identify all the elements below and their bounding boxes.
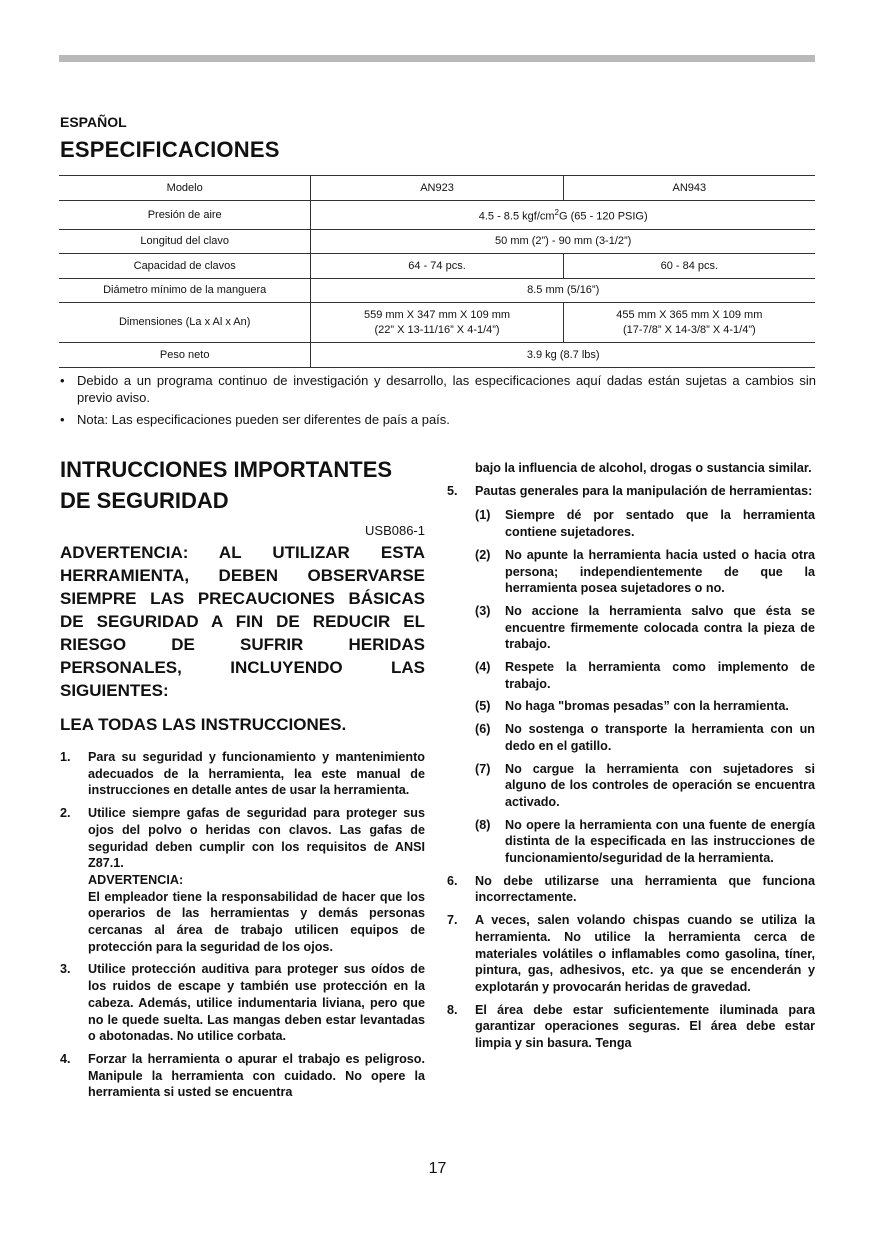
sub-list-item: (1) Siempre dé por sentado que la herramienta contiene sujetadores. [475, 508, 815, 540]
table-cell: 60 - 84 pcs. [563, 254, 815, 279]
row-label: Diámetro mínimo de la manguera [59, 279, 311, 303]
language-label: ESPAÑOL [60, 114, 127, 130]
item-warning-label: ADVERTENCIA: [88, 872, 184, 887]
sub-list-item: (8) No opere la herramienta con una fuente de energía distinta de la especificada en las instrucciones de funcionamiento/seguridad de la herramienta. [475, 817, 815, 866]
table-row [59, 176, 815, 201]
row-label: Capacidad de clavos [59, 254, 311, 279]
table-cell: 455 mm X 365 mm X 109 mm (17-7/8” X 14-3/8” X 4-1/4”) [563, 303, 815, 343]
page-number: 17 [428, 1160, 447, 1177]
note-item: • Debido a un programa continuo de investigación y desarrollo, las especificaciones aquí dadas están sujetas a cambios sin previo aviso. [60, 372, 816, 406]
table-row [59, 303, 815, 343]
row-label: Dimensiones (La x Al x An) [59, 303, 311, 343]
table-cell: 4.5 - 8.5 kgf/$cm^2G$ (65 - 120 PSIG) [311, 201, 815, 230]
table-cell: 559 mm X 347 mm X 109 mm (22” X 13-11/16” X 4-1/4”) [311, 303, 563, 343]
table-cell: 3.9 kg (8.7 lbs) [311, 343, 815, 368]
safety-heading: INTRUCCIONES IMPORTANTES DE SEGURIDAD [60, 457, 393, 513]
spec-notes [60, 372, 816, 433]
specifications-table [59, 175, 815, 368]
list-item: 3. Utilice protección auditiva para proteger sus oídos de los ruidos de escape y también use protección en la cabeza. Además, utilice indumentaria liviana, pero que no le quede suelta. Las mangas deben estar levantadas o abotonadas. No utilice corbata. [60, 962, 425, 1044]
list-item-continuation: bajo la influencia de alcohol, drogas o sustancia similar. [475, 461, 812, 475]
read-all-heading: LEA TODAS LAS INSTRUCCIONES. [60, 715, 347, 734]
sub-list-item: (5) No haga "bromas pesadas” con la herramienta. [475, 699, 789, 714]
left-column [60, 454, 425, 1107]
sub-list [475, 507, 815, 866]
note-item: • Nota: Las especificaciones pueden ser diferentes de país a país. [60, 411, 816, 428]
sub-list-item: (7) No cargue la herramienta con sujetadores si alguno de los controles de operación se encuentra activado. [475, 761, 815, 809]
table-cell: 8.5 mm (5/16”) [311, 279, 815, 303]
general-warning: ADVERTENCIA: AL UTILIZAR ESTA HERRAMIENTA, DEBEN OBSERVARSE SIEMPRE LAS PRECAUCIONES BÁSICAS DE SEGURIDAD A FIN DE REDUCIR EL RIESGO DE SUFRIR HERIDAS PERSONALES, INCLUYENDO LAS SIGUIENTES: [60, 543, 425, 700]
sub-list-item: (2) No apunte la herramienta hacia usted o hacia otra persona; independientemente de que la herramienta posea sujetadores o no. [475, 547, 815, 596]
table-row [59, 279, 815, 303]
list-item: 4. Forzar la herramienta o apurar el trabajo es peligroso. Manipule la herramienta con cuidado. No opere la herramienta si usted se encuentra [60, 1051, 425, 1100]
table-cell: 50 mm (2”) - 90 mm (3-1/2”) [311, 230, 815, 254]
safety-list [60, 749, 425, 1101]
table-row [59, 254, 815, 279]
table-cell: 64 - 74 pcs. [311, 254, 563, 279]
sub-list-item: (3) No accione la herramienta salvo que ésta se encuentre firmemente colocada contra la pieza de trabajo. [475, 603, 815, 652]
item-warning-text: El empleador tiene la responsabilidad de hacer que los operarios de las herramientas y demás personas cercanas al área de trabajo utilicen equipos de protección para la seguridad de los ojos. [88, 889, 425, 954]
list-item: 5. Pautas generales para la manipulación de herramientas: (1) Siempre dé por sentado que la herramienta contiene sujetadores. (2) No apunte la herramienta hacia usted o hacia otra persona; independientemente de que la herramienta posea sujetadores o no. (3) No accione la herramienta salvo que ésta se encuentre firmemente colocada contra la pieza de trabajo. (4) Respete la herramienta como implemento de trabajo. (5) No haga "bromas pesadas” con la herramienta. (6) No sostenga o transporte la herramienta con un dedo en el gatillo. (7) No cargue la herramienta con sujetadores si alguno de los controles de operación se encuentra activado. (8) No opere la herramienta con una fuente de energía distinta de la especificada en las instrucciones de funcionamiento/seguridad de la herramienta. [447, 483, 815, 866]
table-row [59, 343, 815, 368]
right-column [447, 460, 815, 1058]
list-item: 6. No debe utilizarse una herramienta que funciona incorrectamente. [447, 873, 815, 905]
table-row [59, 201, 815, 230]
table-row [59, 230, 815, 254]
sub-list-item: (4) Respete la herramienta como implemento de trabajo. [475, 660, 815, 691]
safety-list-continued [447, 483, 815, 1052]
table-header-cell: Modelo [59, 176, 311, 201]
table-header-cell: AN943 [563, 176, 815, 201]
row-label: Presión de aire [59, 201, 311, 230]
document-code: USB086-1 [365, 523, 425, 538]
specifications-heading: ESPECIFICACIONES [60, 137, 280, 162]
sub-list-item: (6) No sostenga o transporte la herramienta con un dedo en el gatillo. [475, 722, 815, 753]
list-item: 8. El área debe estar suficientemente iluminada para garantizar operaciones seguras. El área debe estar limpia y sin basura. Tenga [447, 1002, 815, 1051]
list-item: 7. A veces, salen volando chispas cuando se utiliza la herramienta. No utilice la herramienta cerca de materiales volátiles o inflamables como gasolina, tíner, pintura, gas, adhesivos, etc. ya que se encenderán y explotarán y provocarán heridas de gravedad. [447, 913, 815, 994]
row-label: Peso neto [59, 343, 311, 368]
header-rule [59, 55, 815, 62]
list-item: 2. Utilice siempre gafas de seguridad para proteger sus ojos del polvo o heridas con clavos. Las gafas de seguridad deben cumplir con los requisitos de ANSI Z87.1. ADVERTENCIA: El empleador tiene la responsabilidad de hacer que los operarios de las herramientas y demás personas cercanas al área de trabajo utilicen equipos de protección para la seguridad de los ojos. [60, 806, 425, 954]
list-item: 1. Para su seguridad y funcionamiento y mantenimiento adecuados de la herramienta, lea este manual de instrucciones en detalle antes de usar la herramienta. [60, 750, 425, 798]
table-header-cell: AN923 [311, 176, 563, 201]
row-label: Longitud del clavo [59, 230, 311, 254]
